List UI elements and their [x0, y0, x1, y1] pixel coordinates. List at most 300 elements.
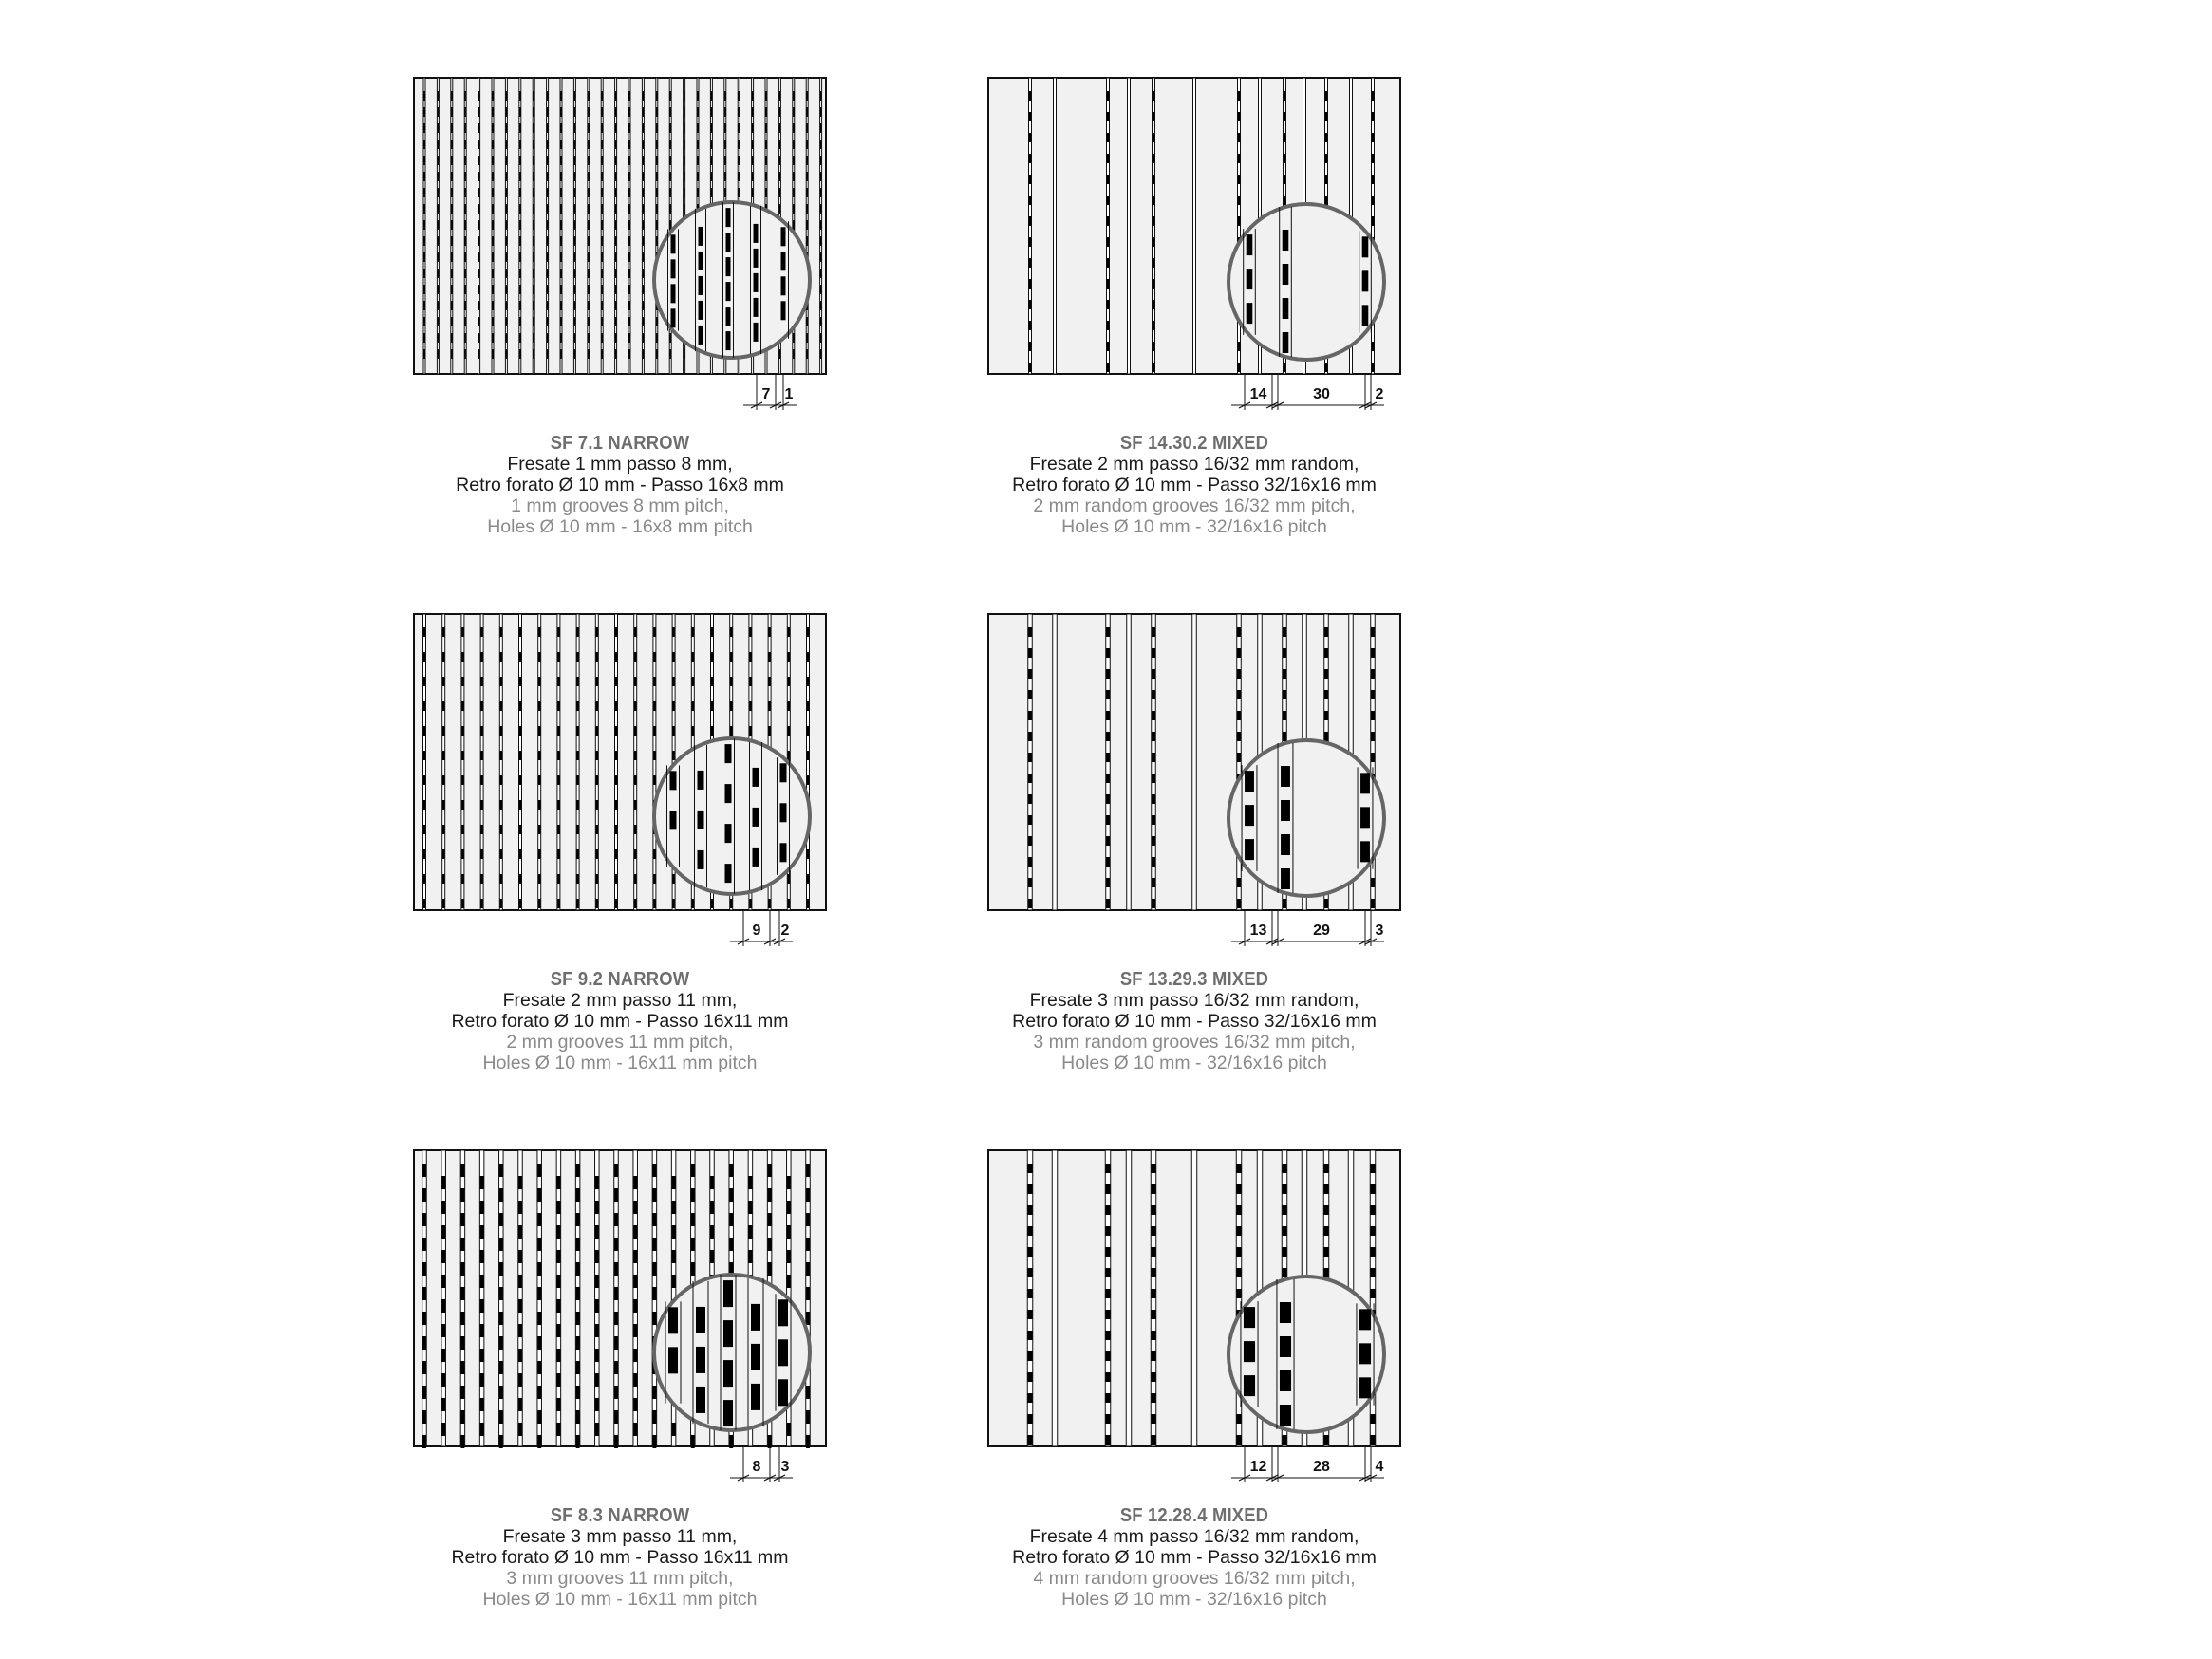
magnified-hole: [1359, 1343, 1371, 1364]
dimension-label: 28: [1313, 1459, 1330, 1475]
hole-mark: [518, 1250, 522, 1263]
hole-mark: [652, 1435, 656, 1448]
hole-mark: [692, 726, 694, 736]
hole-mark: [1106, 1331, 1111, 1340]
hole-mark: [557, 849, 559, 859]
hole-mark: [628, 172, 629, 181]
hole-mark: [656, 91, 657, 101]
hole-mark: [634, 751, 636, 760]
hole-mark: [547, 188, 548, 197]
magnified-hole: [1360, 841, 1370, 862]
hole-mark: [1106, 857, 1110, 867]
hole-mark: [1107, 133, 1109, 142]
hole-mark: [793, 220, 794, 230]
description-en-line-2: Holes Ø 10 mm - 16x11 mm pitch: [482, 1589, 758, 1610]
hole-mark: [556, 1349, 560, 1362]
hole-mark: [1371, 648, 1375, 658]
hole-mark: [1371, 711, 1375, 720]
hole-mark: [442, 726, 444, 736]
hole-mark: [807, 349, 808, 359]
hole-mark: [1107, 91, 1109, 101]
description-it-line-1: Fresate 2 mm passo 11 mm,: [502, 990, 738, 1011]
hole-mark: [787, 1275, 791, 1288]
hole-mark: [1324, 669, 1328, 679]
hole-mark: [556, 1299, 560, 1313]
hole-mark: [1152, 1164, 1156, 1173]
hole-mark: [1237, 1289, 1242, 1298]
hole-mark: [1152, 627, 1155, 637]
hole-mark: [576, 849, 578, 859]
magnified-hole: [726, 233, 731, 252]
hole-mark: [724, 123, 725, 133]
hole-mark: [442, 751, 444, 760]
hole-mark: [614, 1435, 618, 1448]
hole-mark: [480, 849, 482, 859]
hole-mark: [634, 775, 636, 785]
hole-mark: [576, 627, 578, 637]
hole-mark: [560, 172, 561, 181]
hole-mark: [697, 156, 698, 165]
hole-mark: [423, 899, 425, 908]
hole-mark: [560, 91, 561, 101]
hole-mark: [634, 701, 636, 711]
hole-mark: [574, 269, 575, 278]
hole-mark: [692, 701, 694, 711]
hole-mark: [547, 140, 548, 149]
hole-mark: [653, 701, 655, 711]
hole-mark: [633, 1398, 637, 1411]
magnified-hole: [1245, 805, 1254, 826]
hole-mark: [1152, 1310, 1156, 1319]
hole-mark: [588, 333, 589, 343]
hole-mark: [1106, 1289, 1111, 1298]
hole-mark: [656, 188, 657, 197]
hole-mark: [614, 1213, 618, 1226]
hole-mark: [461, 701, 463, 711]
hole-mark: [1237, 1164, 1242, 1173]
hole-mark: [506, 204, 507, 214]
hole-mark: [465, 252, 466, 262]
hole-mark: [1283, 899, 1286, 908]
hole-mark: [711, 652, 713, 662]
hole-mark: [478, 285, 479, 294]
hole-mark: [1028, 836, 1032, 846]
magnified-hole: [668, 1347, 678, 1373]
hole-mark: [506, 107, 507, 117]
hole-mark: [478, 252, 479, 262]
hole-mark: [538, 899, 540, 908]
hole-mark: [1325, 112, 1327, 121]
hole-mark: [1238, 342, 1240, 351]
hole-mark: [749, 652, 751, 662]
hole-mark: [1371, 732, 1375, 741]
hole-mark: [423, 849, 425, 859]
hole-mark: [465, 236, 466, 246]
hole-mark: [711, 627, 713, 637]
hole-mark: [793, 140, 794, 149]
hole-mark: [820, 172, 821, 181]
hole-mark: [557, 627, 559, 637]
hole-mark: [506, 156, 507, 165]
hole-mark: [499, 1336, 503, 1350]
magnifier-detail: [654, 738, 810, 894]
hole-mark: [1153, 133, 1154, 142]
hole-mark: [1107, 258, 1109, 268]
hole-mark: [602, 91, 603, 101]
hole-mark: [1152, 857, 1155, 867]
magnified-hole: [699, 326, 703, 345]
hole-mark: [1028, 669, 1032, 679]
hole-mark: [765, 140, 766, 149]
hole-mark: [1237, 1184, 1242, 1194]
hole-mark: [602, 252, 603, 262]
hole-mark: [500, 726, 502, 736]
hole-mark: [672, 652, 674, 662]
hole-mark: [556, 1176, 560, 1189]
description-en-line-1: 4 mm random grooves 16/32 mm pitch,: [1033, 1568, 1356, 1589]
hole-mark: [478, 317, 479, 326]
hole-mark: [423, 317, 424, 326]
hole-mark: [480, 751, 482, 760]
dimension-label: 9: [752, 923, 761, 939]
hole-mark: [643, 349, 644, 359]
hole-mark: [560, 140, 561, 149]
hole-mark: [519, 899, 521, 908]
hole-mark: [749, 627, 751, 637]
hole-mark: [1372, 133, 1374, 142]
hole-mark: [441, 1373, 445, 1387]
panel-code: SF 13.29.3 MIXED: [1119, 969, 1269, 990]
hole-mark: [1152, 669, 1155, 679]
hole-mark: [1106, 1372, 1111, 1382]
hole-mark: [423, 91, 424, 101]
hole-mark: [1283, 1435, 1287, 1445]
hole-mark: [806, 1312, 810, 1325]
magnified-hole: [754, 298, 759, 317]
hole-mark: [492, 91, 493, 101]
hole-mark: [615, 652, 617, 662]
hole-mark: [492, 333, 493, 343]
hole-mark: [557, 751, 559, 760]
magnified-hole: [780, 843, 787, 862]
hole-mark: [749, 701, 751, 711]
hole-mark: [670, 140, 671, 149]
hole-mark: [628, 140, 629, 149]
hole-mark: [574, 188, 575, 197]
hole-mark: [788, 652, 790, 662]
hole-mark: [492, 285, 493, 294]
hole-mark: [506, 123, 507, 133]
hole-mark: [752, 123, 753, 133]
hole-mark: [691, 1238, 695, 1251]
hole-mark: [465, 140, 466, 149]
hole-mark: [422, 1386, 426, 1399]
hole-mark: [506, 91, 507, 101]
hole-mark: [633, 1201, 637, 1214]
magnified-hole: [1280, 1336, 1291, 1357]
magnified-hole: [726, 307, 731, 326]
hole-mark: [1152, 1351, 1156, 1361]
hole-mark: [1237, 690, 1241, 699]
hole-mark: [519, 701, 521, 711]
hole-mark: [441, 1176, 445, 1189]
hole-mark: [752, 107, 753, 117]
hole-mark: [729, 1188, 733, 1202]
hole-mark: [588, 123, 589, 133]
hole-mark: [499, 1262, 503, 1276]
hole-mark: [588, 91, 589, 101]
hole-mark: [691, 1262, 695, 1276]
hole-mark: [519, 333, 520, 343]
hole-mark: [1107, 300, 1109, 309]
hole-mark: [460, 1262, 464, 1276]
hole-mark: [653, 627, 655, 637]
hole-mark: [1153, 237, 1154, 247]
hole-mark: [1152, 1205, 1156, 1215]
hole-mark: [537, 1386, 541, 1399]
hole-mark: [500, 627, 502, 637]
hole-mark: [602, 188, 603, 197]
hole-mark: [787, 1250, 791, 1263]
dimension-label: 12: [1249, 1459, 1267, 1475]
hole-mark: [574, 156, 575, 165]
hole-mark: [614, 1361, 618, 1374]
hole-mark: [652, 1312, 656, 1325]
hole-mark: [1152, 1435, 1156, 1445]
hole-mark: [615, 800, 617, 810]
hole-mark: [460, 1164, 464, 1177]
hole-mark: [1371, 627, 1375, 637]
description-en-line-1: 3 mm random grooves 16/32 mm pitch,: [1033, 1032, 1356, 1053]
magnified-hole: [1280, 1302, 1291, 1323]
hole-mark: [596, 825, 598, 834]
hole-mark: [670, 123, 671, 133]
hole-mark: [739, 107, 740, 117]
hole-mark: [1238, 133, 1240, 142]
hole-mark: [807, 874, 809, 884]
hole-mark: [1106, 669, 1110, 679]
hole-mark: [537, 1188, 541, 1202]
hole-mark: [615, 301, 616, 310]
hole-mark: [499, 1410, 503, 1424]
magnified-hole: [723, 1280, 733, 1307]
hole-mark: [652, 1164, 656, 1177]
hole-mark: [614, 1336, 618, 1350]
hole-mark: [739, 188, 740, 197]
hole-mark: [519, 849, 521, 859]
hole-mark: [768, 726, 770, 736]
hole-mark: [576, 1336, 580, 1350]
dimension-label: 3: [1375, 923, 1384, 939]
hole-mark: [1237, 669, 1241, 679]
hole-mark: [730, 701, 732, 711]
hole-mark: [628, 220, 629, 230]
hole-mark: [442, 800, 444, 810]
hole-mark: [423, 627, 425, 637]
groove-line: [1126, 1150, 1132, 1446]
hole-mark: [519, 156, 520, 165]
magnified-hole: [778, 1299, 788, 1326]
hole-mark: [768, 1238, 772, 1251]
hole-mark: [480, 800, 482, 810]
hole-mark: [752, 156, 753, 165]
hole-mark: [602, 156, 603, 165]
hole-mark: [423, 107, 424, 117]
hole-mark: [602, 123, 603, 133]
hole-mark: [643, 285, 644, 294]
panel-code: SF 14.30.2 MIXED: [1119, 433, 1269, 454]
hole-mark: [1028, 1226, 1033, 1236]
hole-mark: [807, 204, 808, 214]
hole-mark: [480, 1176, 484, 1189]
hole-mark: [768, 652, 770, 662]
hole-mark: [438, 156, 439, 165]
hole-mark: [492, 220, 493, 230]
hole-mark: [547, 123, 548, 133]
magnified-hole: [698, 771, 704, 790]
hole-mark: [500, 751, 502, 760]
hole-mark: [807, 156, 808, 165]
hole-mark: [711, 156, 712, 165]
panel-caption: [326, 969, 914, 1073]
hole-mark: [519, 140, 520, 149]
hole-mark: [576, 726, 578, 736]
magnified-hole: [751, 1304, 760, 1331]
hole-mark: [519, 652, 521, 662]
hole-mark: [461, 775, 463, 785]
panel-sf-8-3: [326, 1150, 914, 1625]
magnified-hole: [1283, 332, 1289, 353]
description-en-line-1: 3 mm grooves 11 mm pitch,: [506, 1568, 734, 1589]
hole-mark: [806, 1262, 810, 1276]
hole-mark: [1324, 899, 1328, 908]
hole-mark: [1028, 774, 1032, 783]
hole-mark: [1324, 1268, 1329, 1277]
hole-mark: [576, 800, 578, 810]
hole-mark: [556, 1423, 560, 1436]
hole-mark: [1325, 91, 1327, 101]
magnified-hole: [699, 276, 703, 295]
hole-mark: [560, 333, 561, 343]
hole-mark: [672, 1176, 676, 1189]
hole-mark: [739, 91, 740, 101]
panel-caption: [326, 433, 914, 537]
hole-mark: [480, 1299, 484, 1313]
hole-mark: [557, 899, 559, 908]
hole-mark: [1028, 1393, 1033, 1403]
hole-mark: [480, 701, 482, 711]
hole-mark: [438, 172, 439, 181]
hole-mark: [628, 252, 629, 262]
hole-mark: [595, 1201, 599, 1214]
hole-mark: [556, 1373, 560, 1387]
hole-mark: [724, 188, 725, 197]
hole-mark: [460, 1238, 464, 1251]
hole-mark: [461, 899, 463, 908]
hole-mark: [506, 236, 507, 246]
magnified-hole: [726, 331, 731, 350]
hole-mark: [643, 333, 644, 343]
hole-mark: [492, 140, 493, 149]
hole-mark: [628, 269, 629, 278]
hole-mark: [547, 301, 548, 310]
hole-mark: [807, 899, 809, 908]
hole-mark: [670, 204, 671, 214]
hole-mark: [1106, 1435, 1111, 1445]
hole-mark: [595, 1275, 599, 1288]
hole-mark: [557, 874, 559, 884]
hole-mark: [1238, 196, 1240, 205]
hole-mark: [602, 236, 603, 246]
hole-mark: [1106, 627, 1110, 637]
description-en-line-1: 1 mm grooves 8 mm pitch,: [511, 495, 729, 516]
hole-mark: [1371, 753, 1375, 762]
description-it-line-2: Retro forato Ø 10 mm - Passo 16x8 mm: [456, 475, 784, 495]
hole-mark: [557, 825, 559, 834]
hole-mark: [643, 220, 644, 230]
hole-mark: [1152, 1414, 1156, 1424]
hole-mark: [1371, 1184, 1376, 1194]
hole-mark: [442, 677, 444, 686]
hole-mark: [628, 317, 629, 326]
hole-mark: [423, 349, 424, 359]
hole-mark: [519, 123, 520, 133]
hole-mark: [1238, 91, 1240, 101]
hole-mark: [614, 1188, 618, 1202]
hole-mark: [602, 220, 603, 230]
hole-mark: [1283, 1247, 1287, 1257]
hole-mark: [538, 627, 540, 637]
hole-mark: [1106, 648, 1110, 658]
hole-mark: [1238, 175, 1240, 184]
hole-mark: [1324, 1226, 1329, 1236]
hole-mark: [519, 800, 521, 810]
hole-mark: [499, 1435, 503, 1448]
hole-mark: [1153, 279, 1154, 289]
hole-mark: [615, 751, 617, 760]
hole-mark: [506, 252, 507, 262]
hole-mark: [451, 349, 452, 359]
hole-mark: [588, 349, 589, 359]
hole-mark: [793, 188, 794, 197]
hole-mark: [749, 677, 751, 686]
hole-mark: [1107, 321, 1109, 330]
hole-mark: [500, 677, 502, 686]
hole-mark: [422, 1336, 426, 1350]
hole-mark: [730, 627, 732, 637]
hole-mark: [1152, 815, 1155, 825]
hole-mark: [643, 269, 644, 278]
hole-mark: [451, 333, 452, 343]
hole-mark: [574, 285, 575, 294]
panel-board: [988, 78, 1400, 410]
hole-mark: [1107, 363, 1109, 372]
hole-mark: [465, 204, 466, 214]
hole-mark: [547, 269, 548, 278]
hole-mark: [492, 349, 493, 359]
hole-mark: [538, 849, 540, 859]
hole-mark: [748, 1225, 752, 1239]
dimension-label: 2: [780, 923, 790, 939]
hole-mark: [1325, 154, 1327, 163]
hole-mark: [1028, 1268, 1033, 1277]
hole-mark: [765, 156, 766, 165]
hole-mark: [574, 123, 575, 133]
hole-mark: [588, 269, 589, 278]
hole-mark: [461, 849, 463, 859]
hole-mark: [574, 204, 575, 214]
panel-board: [988, 1150, 1400, 1482]
